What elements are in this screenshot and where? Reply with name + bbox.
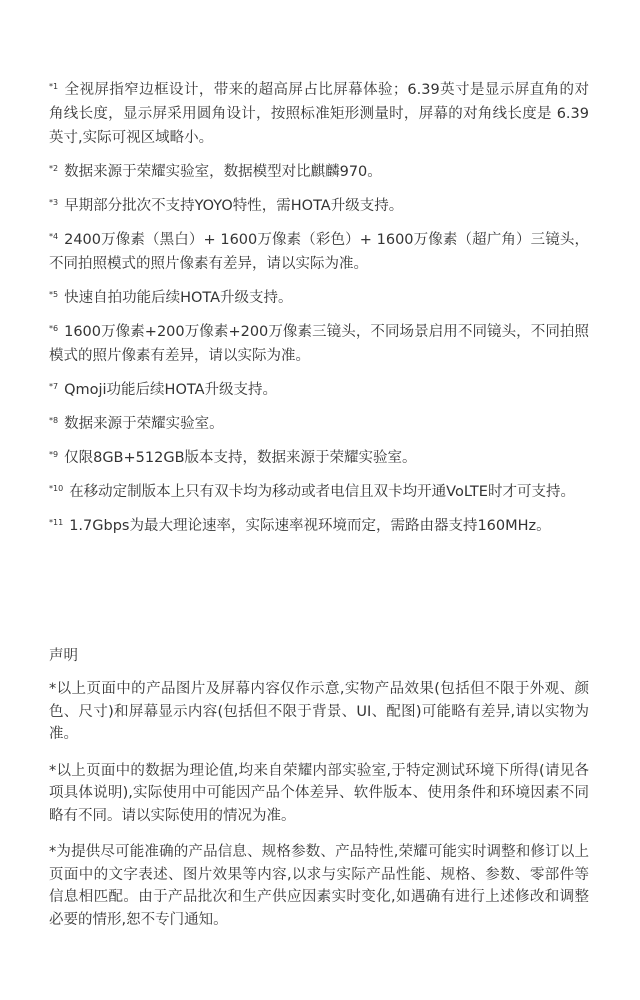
footnote-5 bbox=[49, 286, 589, 310]
footnote-marker: *9 bbox=[49, 450, 59, 459]
footnote-text: 早期部分批次不支持YOYO特性，需HOTA升级支持。 bbox=[64, 198, 404, 214]
statement-paragraph-3: *为提供尽可能准确的产品信息、规格参数、产品特性,荣耀可能实时调整和修订以上页面中的文字表述、图片效果等内容,以求与实际产品性能、规格、参数、零部件等信息相匹配。由于产品批次和生产供应因素实时变化,如遇确有进行上述修改和调整必要的情形,恕不专门通知。 bbox=[49, 844, 589, 928]
footnote-marker: *2 bbox=[49, 164, 59, 173]
footnote-6 bbox=[49, 320, 589, 368]
footnote-8 bbox=[49, 412, 589, 436]
footnote-2 bbox=[49, 160, 589, 184]
statement-body bbox=[49, 678, 589, 945]
footnote-text: 全视屏指窄边框设计，带来的超高屏占比屏幕体验；6.39英寸是显示屏直角的对角线长度，显示屏采用圆角设计，按照标准矩形测量时，屏幕的对角线长度是 6.39 英寸,实际可视区域略小。 bbox=[49, 82, 589, 146]
footnote-text: 快速自拍功能后续HOTA升级支持。 bbox=[64, 290, 293, 306]
footnote-text: Qmoji功能后续HOTA升级支持。 bbox=[64, 382, 278, 398]
footnote-9 bbox=[49, 446, 589, 470]
footnote-text: 2400万像素（黑白）+ 1600万像素（彩色）+ 1600万像素（超广角）三镜头，不同拍照模式的照片像素有差异，请以实际为准。 bbox=[49, 232, 589, 272]
footnote-marker: *1 bbox=[49, 82, 59, 91]
footnote-7 bbox=[49, 378, 589, 402]
footnote-marker: *8 bbox=[49, 416, 59, 425]
footnote-1 bbox=[49, 78, 589, 150]
footnote-text: 1.7Gbps为最大理论速率，实际速率视环境而定，需路由器支持160MHz。 bbox=[69, 518, 551, 534]
footnote-4 bbox=[49, 228, 589, 276]
footnote-marker: *7 bbox=[49, 382, 59, 391]
footnote-marker: *3 bbox=[49, 198, 59, 207]
statement-title: 声明 bbox=[49, 648, 78, 664]
footnote-3 bbox=[49, 194, 589, 218]
footnote-marker: *10 bbox=[49, 484, 64, 493]
footnote-text: 数据来源于荣耀实验室，数据模型对比麒麟970。 bbox=[64, 164, 382, 180]
footnote-marker: *6 bbox=[49, 324, 59, 333]
statement-paragraph-2: *以上页面中的数据为理论值,均来自荣耀内部实验室,于特定测试环境下所得(请见各项具体说明),实际使用中可能因产品个体差异、软件版本、使用条件和环境因素不同略有不同。请以实际使用的情况为准。 bbox=[49, 762, 589, 824]
footnote-10 bbox=[49, 480, 589, 504]
footnote-marker: *4 bbox=[49, 232, 59, 241]
footnote-text: 在移动定制版本上只有双卡均为移动或者电信且双卡均开通VoLTE时才可支持。 bbox=[69, 484, 575, 500]
footnote-text: 1600万像素+200万像素+200万像素三镜头，不同场景启用不同镜头，不同拍照模式的照片像素有差异，请以实际为准。 bbox=[49, 324, 589, 364]
footnote-text: 数据来源于荣耀实验室。 bbox=[64, 416, 224, 432]
statement-paragraph-1: *以上页面中的产品图片及屏幕内容仅作示意,实物产品效果(包括但不限于外观、颜色、尺寸)和屏幕显示内容(包括但不限于背景、UI、配图)可能略有差异,请以实物为准。 bbox=[49, 681, 589, 742]
footnote-marker: *5 bbox=[49, 290, 59, 299]
footnotes-list bbox=[49, 78, 589, 548]
footnote-marker: *11 bbox=[49, 518, 64, 527]
footnote-11 bbox=[49, 514, 589, 538]
footnote-text: 仅限8GB+512GB版本支持，数据来源于荣耀实验室。 bbox=[64, 450, 417, 466]
